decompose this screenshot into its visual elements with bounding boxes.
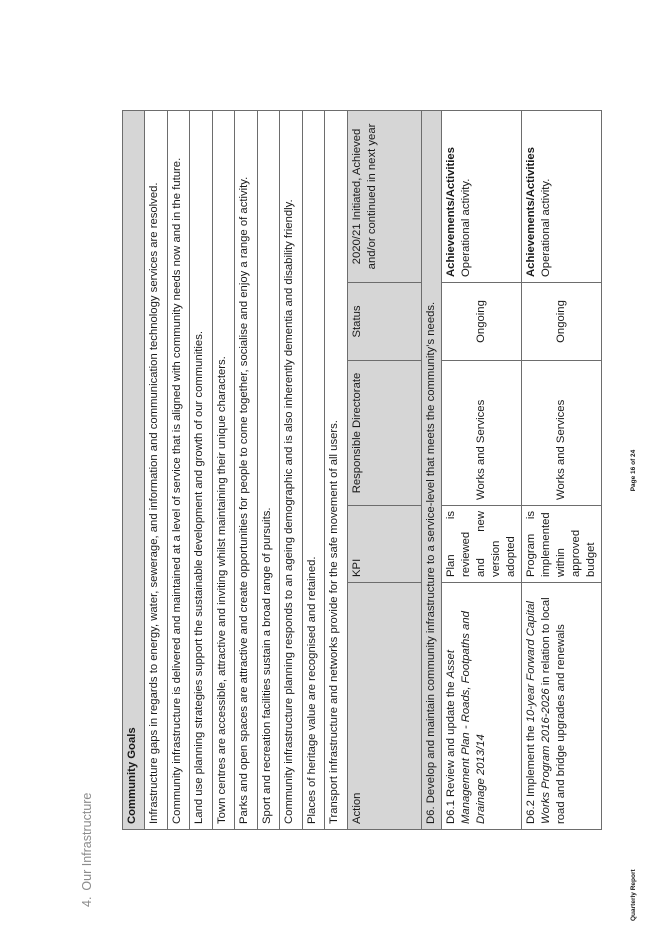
- achievements-text: Operational activity.: [459, 178, 472, 277]
- kpi-cell: Plan is reviewed and new version adopted: [441, 506, 521, 583]
- column-header-progress: 2020/21 Initiated, Achieved and/or continued in next year: [347, 110, 421, 282]
- status-cell: Ongoing: [441, 283, 521, 361]
- column-header-action: Action: [347, 583, 421, 830]
- section-title: [80, 793, 94, 907]
- goal-item: Infrastructure gaps in regards to energy, water, sewerage, and information and communication technology services are resolved.: [145, 110, 168, 829]
- table-row: [441, 110, 521, 829]
- strategy-row: D6. Develop and maintain community infrastructure to a service-level that meets the community’s needs.: [421, 110, 441, 829]
- action-italic: 10-year Forward Capital Works Program 2016-2026: [524, 601, 552, 824]
- column-header-responsible: Responsible Directorate: [347, 361, 421, 506]
- kpi-cell: Program is implemented within approved budget: [521, 506, 601, 583]
- action-italic: Asset Management Plan - Roads, Footpaths and Drainage 2013/14: [444, 611, 487, 824]
- goal-item: Town centres are accessible, attractive and inviting whilst maintaining their unique characters.: [212, 110, 235, 829]
- goal-item: Parks and open spaces are attractive and create opportunities for people to come together, socialise and enjoy a range of activity.: [235, 110, 258, 829]
- goal-item: Transport infrastructure and networks provide for the safe movement of all users.: [325, 110, 348, 829]
- goal-item: Places of heritage value are recognised and retained.: [302, 110, 325, 829]
- column-header-kpi: KPI: [347, 506, 421, 583]
- achievements-text: Operational activity.: [539, 178, 552, 277]
- status-cell: Ongoing: [521, 283, 601, 361]
- column-header-status: Status: [347, 283, 421, 361]
- section-title-text: Our Infrastructure: [80, 792, 94, 891]
- goals-table: [122, 110, 602, 830]
- goal-item: Community infrastructure is delivered and maintained at a level of service that is aligned with community needs now and in the future.: [167, 110, 190, 829]
- section-number: 4.: [80, 896, 94, 907]
- table-row: [521, 110, 601, 829]
- goal-item: Community infrastructure planning responds to an ageing demographic and is also inherently dementia and disability friendly.: [280, 110, 303, 829]
- achievements-cell: [521, 110, 601, 282]
- footer-page-number: Page 16 of 24: [630, 449, 637, 492]
- achievements-cell: [441, 110, 521, 282]
- action-cell: [521, 583, 601, 830]
- action-cell: [441, 583, 521, 830]
- achievements-heading: Achievements/Activities: [444, 147, 457, 277]
- footer-report-name: Quarterly Report: [630, 869, 637, 921]
- responsible-cell: Works and Services: [441, 361, 521, 506]
- achievements-heading: Achievements/Activities: [524, 147, 537, 277]
- action-suffix: in relation to local road and bridge upgrades and renewals: [539, 597, 567, 824]
- action-prefix: D6.2 Implement the: [524, 722, 537, 824]
- goal-item: Sport and recreation facilities sustain a broad range of pursuits.: [257, 110, 280, 829]
- action-prefix: D6.1 Review and update the: [444, 678, 457, 824]
- responsible-cell: Works and Services: [521, 361, 601, 506]
- community-goals-heading: Community Goals: [123, 110, 145, 829]
- goal-item: Land use planning strategies support the sustainable development and growth of our communities.: [190, 110, 213, 829]
